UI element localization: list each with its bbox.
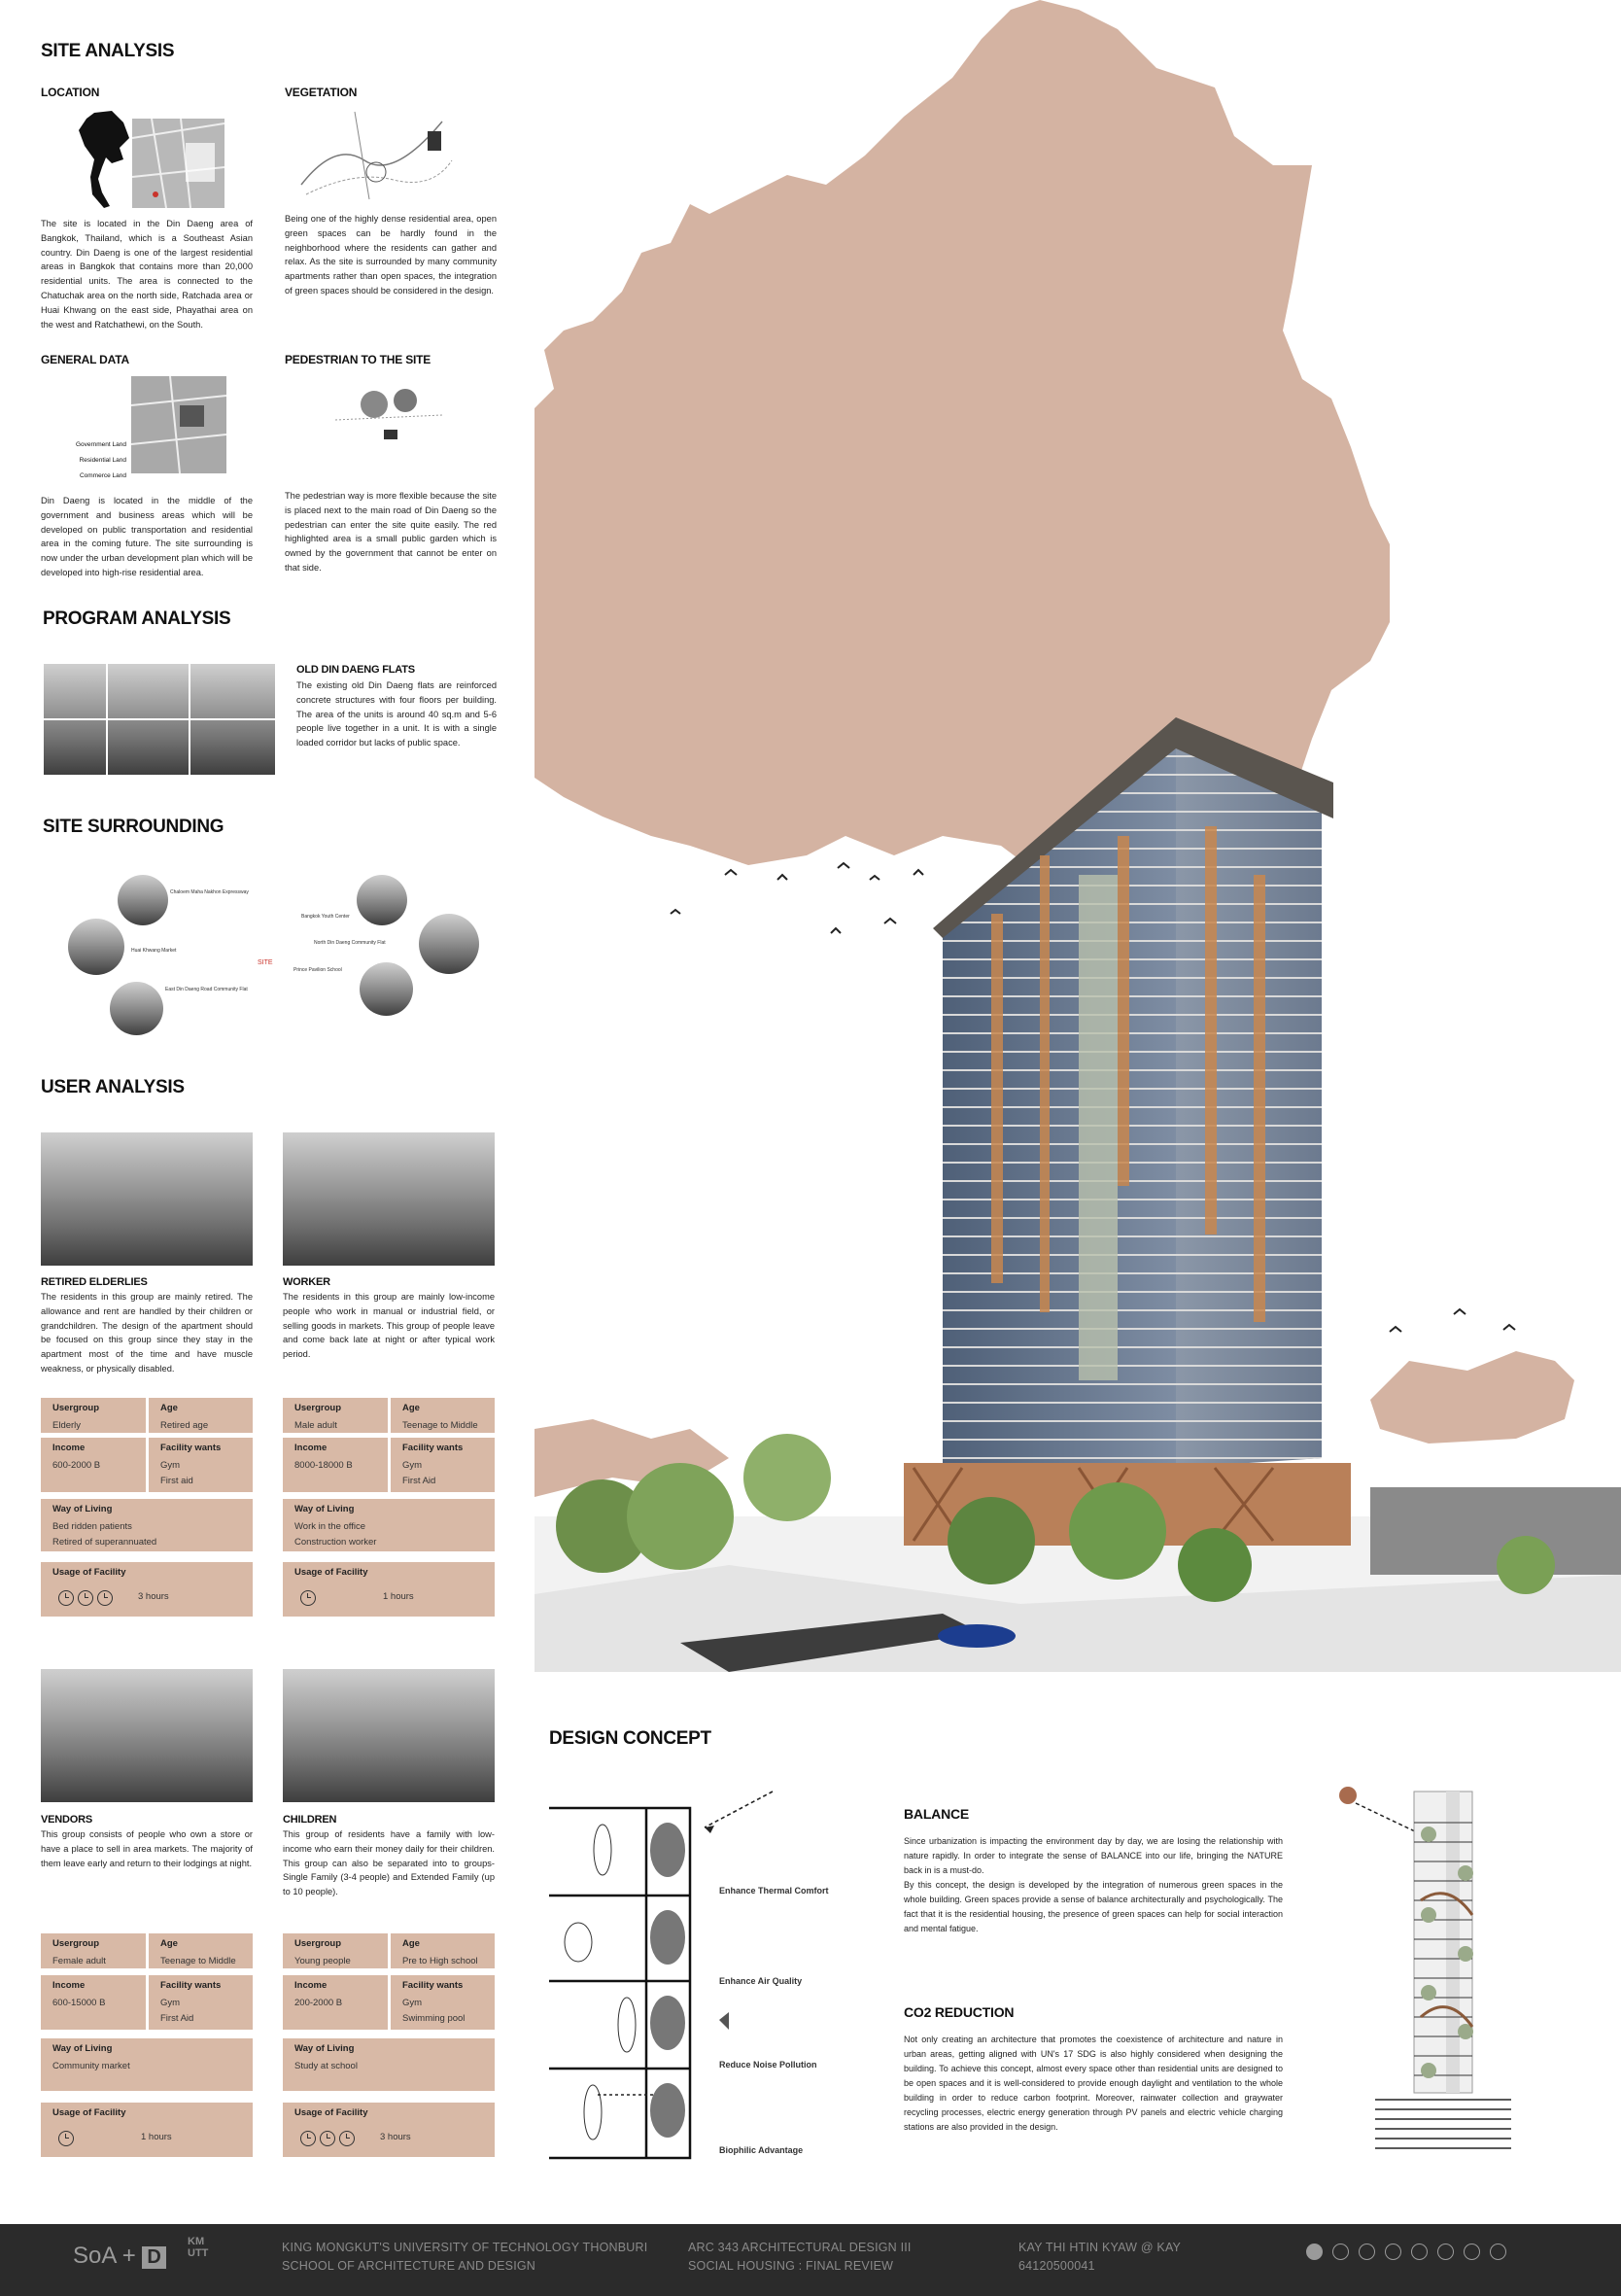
place-label-5: Prince Pavilion School [293, 967, 342, 973]
vendors-living-card: Way of Living Community market [41, 2038, 253, 2091]
place-label-2: Bangkok Youth Center [301, 914, 350, 920]
location-text: The site is located in the Din Daeng area of Bangkok, Thailand, which is a Southeast Asian country. Din Daeng is one of the largest residential areas in Bangkok that contains more than 20,000 residential units. The area is connected to the Chatuchak area on the north side, Ratchada area or Huai Khwang on the east side, Phayathai area on the west and Ratchathewi, on the South. [41, 219, 253, 330]
footer-student-id: 64120500041 [1018, 2259, 1095, 2273]
site-analysis-title: SITE ANALYSIS [41, 41, 175, 61]
concept-elevation-diagram [1331, 1784, 1526, 2158]
concept-label-air: Enhance Air Quality [719, 1976, 803, 1986]
concept-label-thermal: Enhance Thermal Comfort [719, 1886, 829, 1896]
surrounding-photo-3 [110, 982, 163, 1035]
cloud-small [1370, 1351, 1574, 1444]
vendors-text: This group consists of people who own a store or have a place to sell in area markets. The majority of them leave early and return to their lodgings at night. [41, 1829, 253, 1868]
vegetation-text: Being one of the highly dense residential area, open green spaces can be hardly found in the neighborhood where the residents can gather and relax. As the site is surrounded by many community apartments rather than open spaces, the integration of green spaces should be considered in the design. [285, 214, 497, 296]
worker-clock-icons [300, 1589, 320, 1607]
worker-photo [283, 1132, 495, 1266]
clock-icon [300, 2131, 316, 2146]
children-clock-icons [300, 2130, 359, 2147]
surrounding-photo-1 [118, 875, 168, 925]
clock-icon [97, 1590, 113, 1606]
page-dot-6[interactable] [1437, 2244, 1454, 2260]
vendors-usage-card: Usage of Facility 1 hours [41, 2103, 253, 2157]
page-dot-7[interactable] [1464, 2244, 1480, 2260]
elderly-facility-card: Facility wants Gym First aid [149, 1438, 253, 1492]
design-concept-title: DESIGN CONCEPT [549, 1728, 711, 1749]
old-flats-text: The existing old Din Daeng flats are reinforced concrete structures with four floors per building. The area of the units is around 40 sq.m and 5-6 people live together in a unit. It is with a single loaded corridor but lacks of public space. [296, 680, 497, 748]
vendors-photo [41, 1669, 253, 1802]
location-map [132, 119, 224, 208]
cloud-shape [535, 0, 1390, 875]
co2-text: Not only creating an architecture that promotes the coexistence of architecture and nature in urban areas, getting aligned with UN's 17 SDG is also highly considered when designing the building. To achieve this concept, almost every space other than residential units are designed to be open spaces and it is well-considered to provide enough daylight and ventilation to the whole building in order to reduce carbon footprint. Moreover, rainwater collection and graywater recycling processes, electric energy generation through PV panels and electric vehicle charging stations are also provided in the design. [904, 2035, 1283, 2132]
surrounding-photo-4 [357, 875, 407, 925]
page-dot-2[interactable] [1332, 2244, 1349, 2260]
site-marker-label: SITE [258, 959, 273, 966]
children-income-card: Income 200-2000 B [283, 1975, 388, 2030]
old-flats-photo-collage [44, 664, 275, 775]
elderly-text: The residents in this group are mainly retired. The allowance and rent are handled by their children or grandchildren. The design of the apartment should be focused on this group since they stay in the apartment most of the time and have muscle weakness, or physically disabled. [41, 1292, 253, 1374]
general-data-heading: GENERAL DATA [41, 353, 129, 366]
footer-school: SCHOOL OF ARCHITECTURE AND DESIGN [282, 2259, 536, 2273]
place-label-4: North Din Daeng Community Flat [314, 940, 386, 946]
page-dot-5[interactable] [1411, 2244, 1428, 2260]
surrounding-photo-6 [360, 962, 413, 1016]
pedestrian-text: The pedestrian way is more flexible because the site is placed next to the main road of Din Daeng so the pedestrian can enter the site quite easily. The red highlighted area is a small public garden which is owned by the government that cannot be enter on that side. [285, 491, 497, 573]
footer-university: KING MONGKUT'S UNIVERSITY OF TECHNOLOGY THONBURI [282, 2241, 648, 2254]
surrounding-photo-5 [419, 914, 479, 974]
worker-age-card: Age Teenage to Middle [391, 1398, 495, 1433]
children-usage-card: Usage of Facility 3 hours [283, 2103, 495, 2157]
pedestrian-heading: PEDESTRIAN TO THE SITE [285, 353, 431, 366]
vendors-clock-icons [58, 2130, 78, 2147]
footer-review: SOCIAL HOUSING : FINAL REVIEW [688, 2259, 894, 2273]
elderly-income-card: Income 600-2000 B [41, 1438, 146, 1492]
vendors-age-card: Age Teenage to Middle [149, 1933, 253, 1968]
surrounding-photo-2 [68, 919, 124, 975]
worker-heading: WORKER [283, 1276, 330, 1288]
elderly-living-card: Way of Living Bed ridden patients Retired of superannuated [41, 1499, 253, 1551]
vendors-usergroup-card: Usergroup Female adult [41, 1933, 146, 1968]
children-age-card: Age Pre to High school [391, 1933, 495, 1968]
tower-rendering [535, 0, 1621, 1672]
co2-heading: CO2 REDUCTION [904, 2004, 1015, 2020]
balance-heading: BALANCE [904, 1806, 970, 1822]
clock-icon [58, 1590, 74, 1606]
program-analysis-title: PROGRAM ANALYSIS [43, 609, 231, 629]
children-living-card: Way of Living Study at school [283, 2038, 495, 2091]
worker-income-card: Income 8000-18000 B [283, 1438, 388, 1492]
vegetation-heading: VEGETATION [285, 86, 358, 99]
old-flats-heading: OLD DIN DAENG FLATS [296, 664, 415, 676]
elderly-heading: RETIRED ELDERLIES [41, 1276, 148, 1288]
footer-student: KAY THI HTIN KYAW @ KAY [1018, 2241, 1182, 2254]
clock-icon [300, 1590, 316, 1606]
legend-residential-land: Residential Land [79, 457, 126, 464]
site-surrounding-diagram [63, 870, 491, 1045]
balance-text: Since urbanization is impacting the environment day by day, we are losing the relationship with nature rapidly. In order to integrate the sense of BALANCE into our life, bringing the NATURE back in is a must-do. By this concept, the design is developed by the integration of numerous green spaces in the whole building. Green spaces provide a sense of balance architecturally and psychologically. The fact that it is the residential housing, the presence of green spaces can help for social interaction and mental fatigue. [904, 1836, 1283, 1933]
vendors-income-card: Income 600-15000 B [41, 1975, 146, 2030]
concept-label-noise: Reduce Noise Pollution [719, 2060, 817, 2070]
place-label-3: Huai Khwang Market [131, 948, 177, 954]
vendors-heading: VENDORS [41, 1814, 92, 1826]
children-usergroup-card: Usergroup Young people [283, 1933, 388, 1968]
worker-facility-card: Facility wants Gym First Aid [391, 1438, 495, 1492]
page-dot-4[interactable] [1385, 2244, 1401, 2260]
elderly-clock-icons [58, 1589, 117, 1607]
worker-usage-card: Usage of Facility 1 hours [283, 1562, 495, 1617]
elderly-age-card: Age Retired age [149, 1398, 253, 1433]
elderly-usage-card: Usage of Facility 3 hours [41, 1562, 253, 1617]
clock-icon [320, 2131, 335, 2146]
soa-logo: SoA + D [73, 2243, 166, 2270]
concept-section-diagram [549, 1787, 841, 2161]
elderly-photo [41, 1132, 253, 1266]
kmutt-logo: KM UTT [188, 2236, 209, 2259]
worker-usergroup-card: Usergroup Male adult [283, 1398, 388, 1433]
clock-icon [339, 2131, 355, 2146]
pedestrian-diagram [335, 381, 442, 449]
location-heading: LOCATION [41, 86, 100, 99]
legend-government-land: Government Land [75, 441, 126, 448]
general-data-legend [53, 437, 126, 484]
clock-icon [78, 1590, 93, 1606]
thailand-map [73, 109, 131, 211]
children-text: This group of residents have a family with low-income who earn their money daily for their children. This group can also be separated into to groups- Single Family (3-4 people) and Extended Family (up to 10 people). [283, 1829, 495, 1897]
children-facility-card: Facility wants Gym Swimming pool [391, 1975, 495, 2030]
place-label-1: Chaloem Maha Nakhon Expressway [170, 889, 249, 895]
general-data-map [131, 376, 226, 473]
place-label-6: East Din Daeng Road Community Flat [165, 987, 248, 992]
general-data-text: Din Daeng is located in the middle of the government and business areas which will be developed on public transportation and residential area in the coming future. The site surrounding is now under the urban development plan which will be developed into high-rise residential area. [41, 496, 253, 577]
vegetation-map [296, 102, 457, 204]
worker-living-card: Way of Living Work in the office Construction worker [283, 1499, 495, 1551]
user-analysis-title: USER ANALYSIS [41, 1077, 185, 1097]
concept-label-biophilic: Biophilic Advantage [719, 2145, 804, 2155]
page-dot-8[interactable] [1490, 2244, 1506, 2260]
worker-text: The residents in this group are mainly low-income people who work in manual or industrial field, or selling goods in markets. This group of people leave and come back late at night or after typical work period. [283, 1292, 495, 1360]
footer-course: ARC 343 ARCHITECTURAL DESIGN III [688, 2241, 912, 2254]
page-dot-3[interactable] [1359, 2244, 1375, 2260]
clock-icon [58, 2131, 74, 2146]
vendors-facility-card: Facility wants Gym First Aid [149, 1975, 253, 2030]
legend-commerce-land: Commerce Land [79, 472, 126, 479]
children-heading: CHILDREN [283, 1814, 337, 1826]
children-photo [283, 1669, 495, 1802]
page-dot-1[interactable] [1306, 2244, 1323, 2260]
site-surrounding-title: SITE SURROUNDING [43, 817, 224, 837]
elderly-usergroup-card: Usergroup Elderly [41, 1398, 146, 1433]
